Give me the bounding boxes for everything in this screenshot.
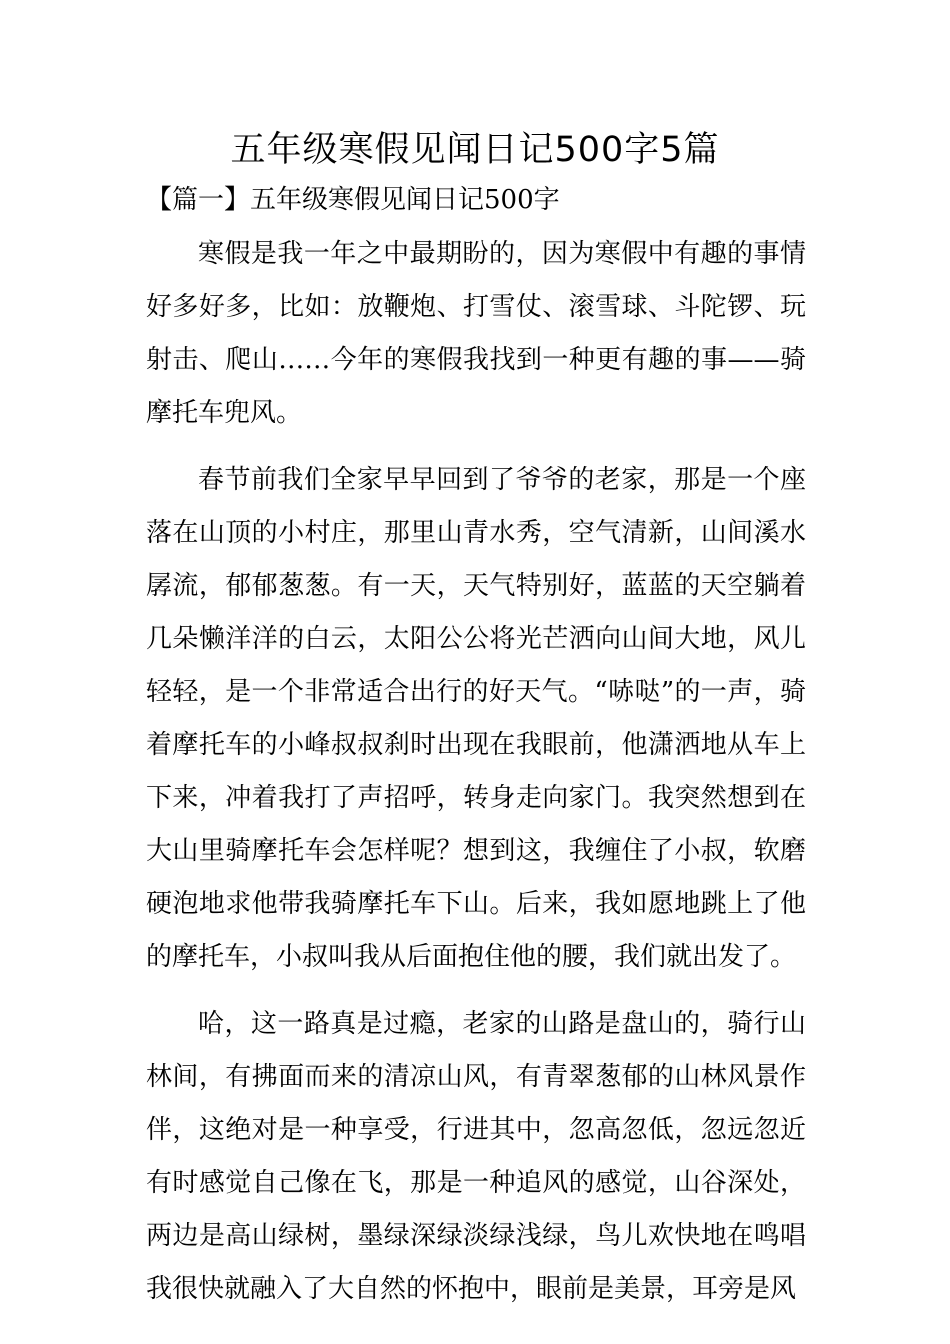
paragraph-3: 哈，这一路真是过瘾，老家的山路是盘山的，骑行山林间，有拂面而来的清凉山风，有青翠葱郁的山林风景作伴，这绝对是一种享受，行进其中，忽高忽低，忽远忽近有时感觉自己像在飞，那是一种追风的感觉，山谷深处，两边是高山绿树，墨绿深绿淡绿浅绿，鸟儿欢快地在鸣唱我很快就融入了大自然的怀抱中，眼前是美景，耳旁是风 bbox=[146, 1009, 806, 1304]
document-title: 五年级寒假见闻日记500字5篇 bbox=[230, 130, 720, 170]
paragraph-2: 春节前我们全家早早回到了爷爷的老家，那是一个座落在山顶的小村庄，那里山青水秀，空气清新，山间溪水孱流，郁郁葱葱。有一天，天气特别好，蓝蓝的天空躺着几朵懒洋洋的白云，太阳公公将光芒洒向山间大地，风儿轻轻，是一个非常适合出行的好天气。“哧哒”的一声，骑着摩托车的小峰叔叔刹时出现在我眼前，他潇洒地从车上下来，冲着我打了声招呼，转身走向家门。我突然想到在大山里骑摩托车会怎样呢？想到这，我缠住了小叔，软磨硬泡地求他带我骑摩托车下山。后来，我如愿地跳上了他的摩托车，小叔叫我从后面抱住他的腰，我们就出发了。 bbox=[146, 465, 806, 972]
section-heading: 【篇一】五年级寒假见闻日记500字 bbox=[146, 185, 560, 215]
document-body bbox=[146, 228, 806, 1330]
paragraph-1: 寒假是我一年之中最期盼的，因为寒假中有趣的事情好多好多，比如：放鞭炮、打雪仗、滚雪球、斗陀锣、玩射击、爬山……今年的寒假我找到一种更有趣的事——骑摩托车兜风。 bbox=[146, 239, 806, 428]
